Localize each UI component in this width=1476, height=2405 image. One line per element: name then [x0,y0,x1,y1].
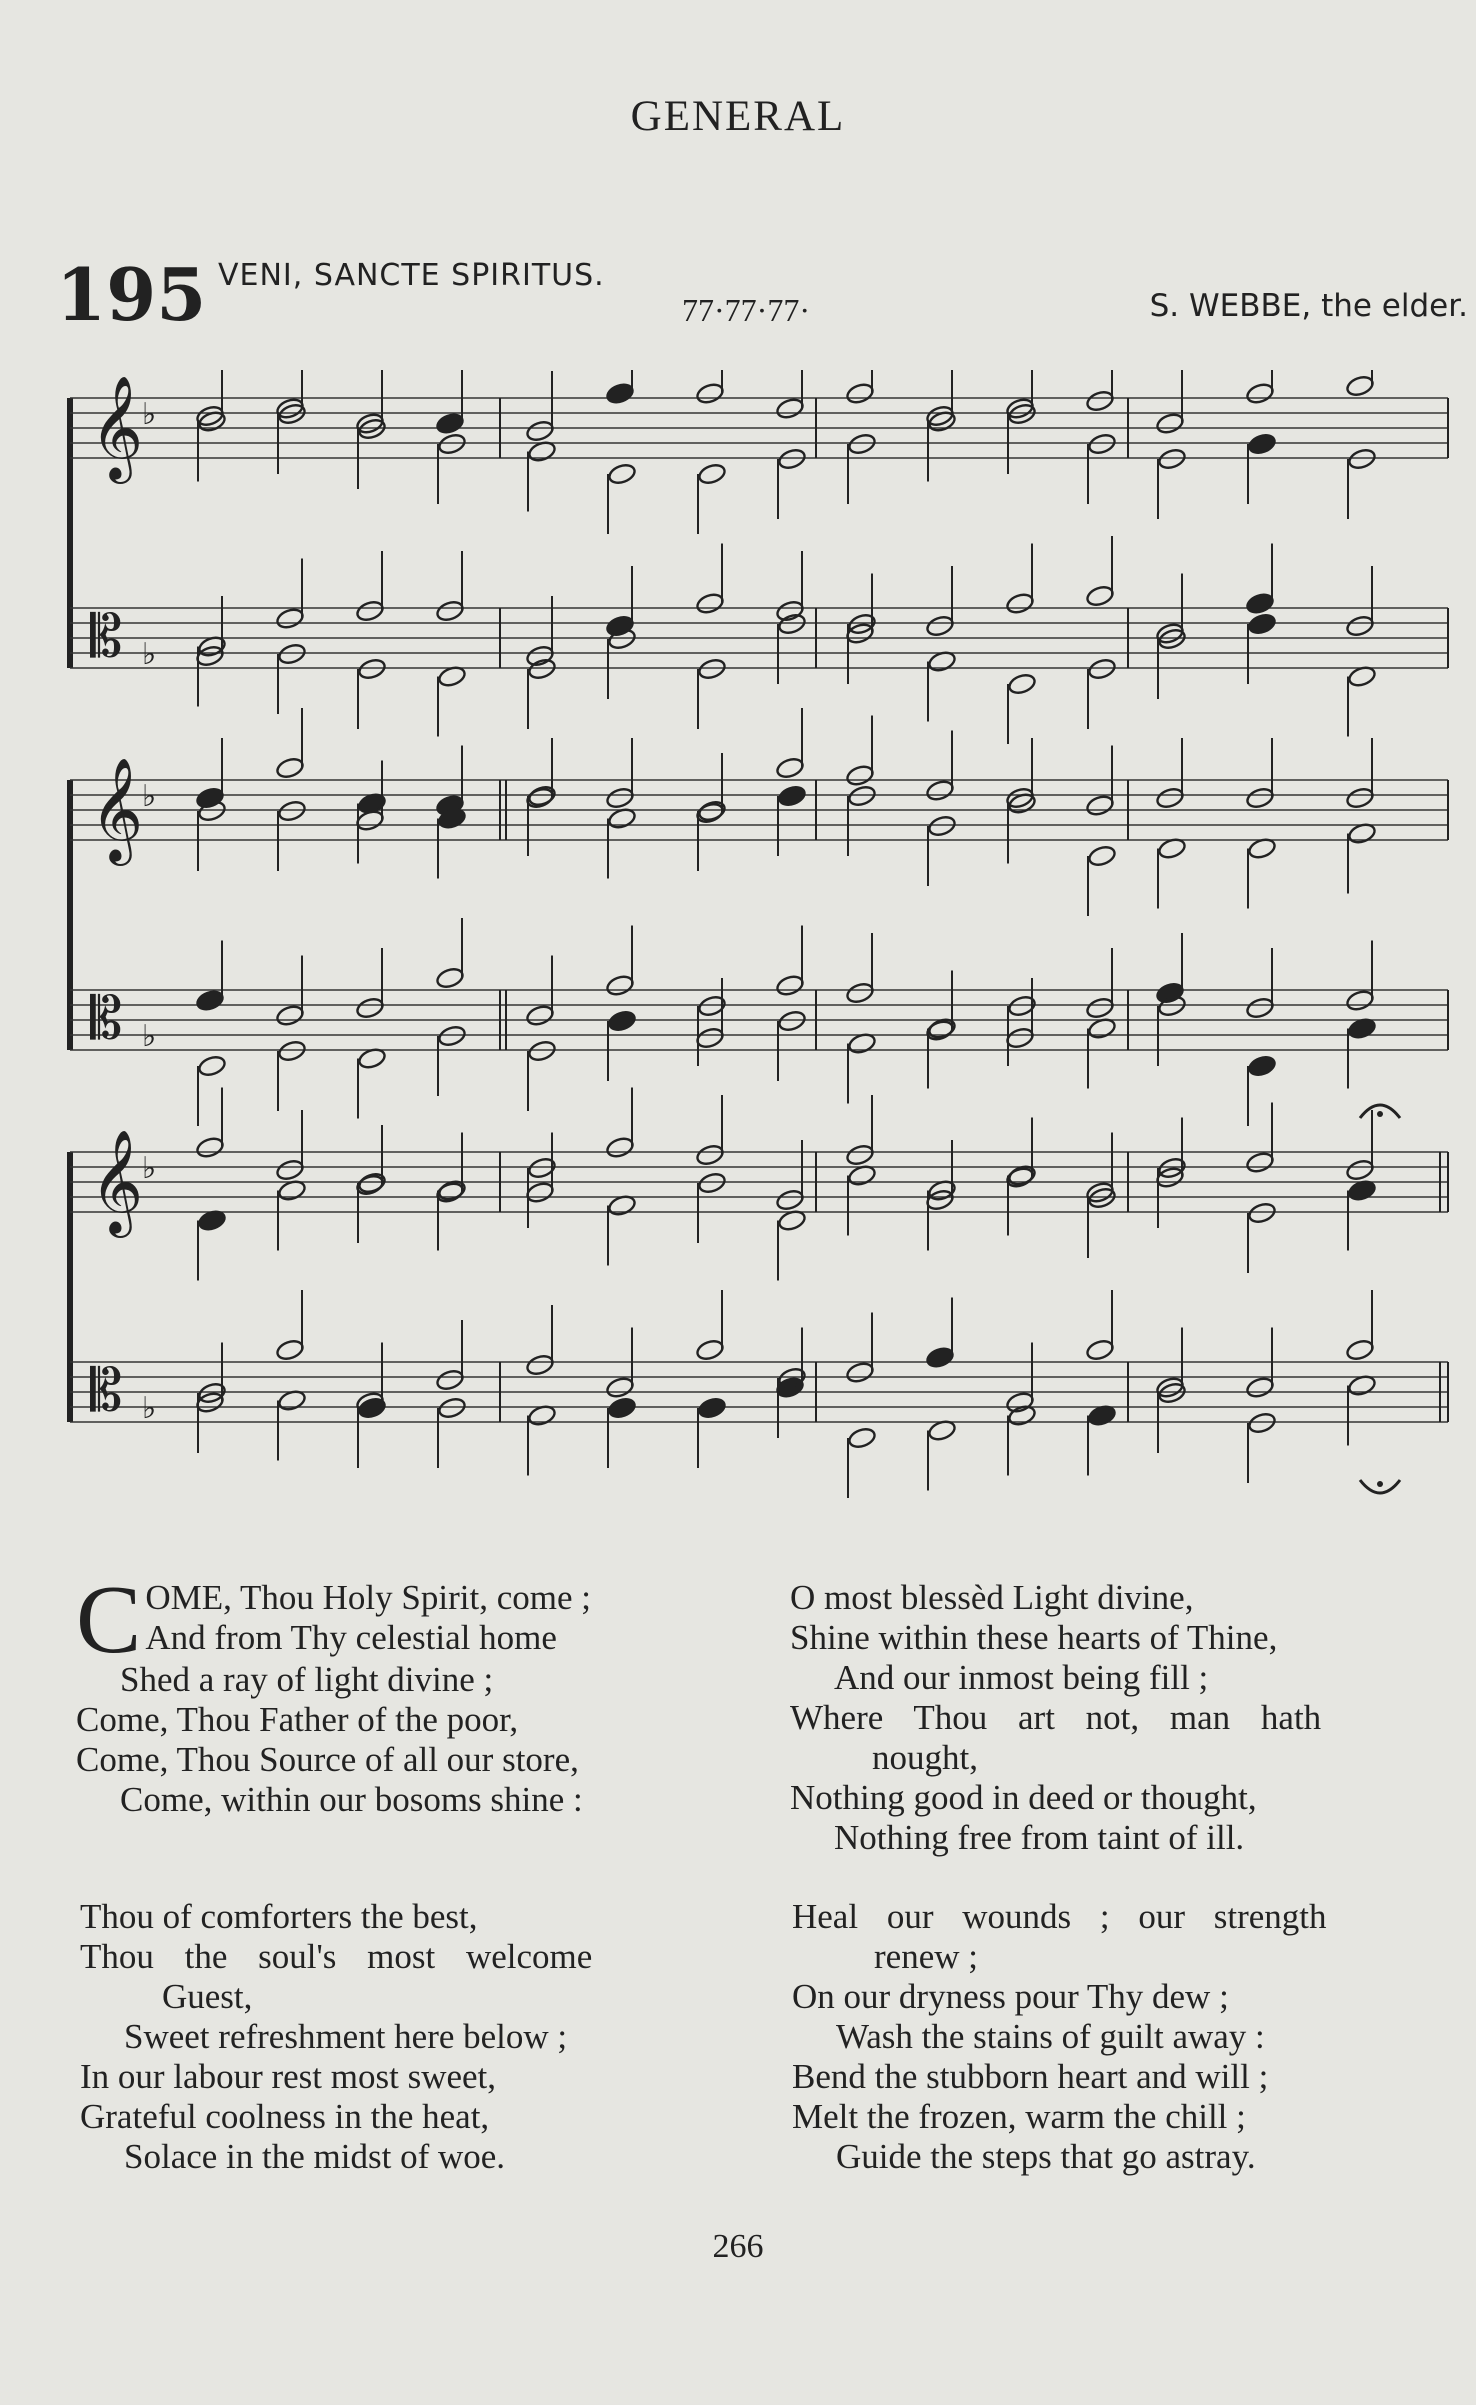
note-head [845,1143,875,1167]
note-head [695,592,725,616]
note-head [277,799,307,823]
note-head [525,1353,555,1377]
note-head [1245,996,1275,1020]
note-head [355,996,385,1020]
key-signature-flat-icon: ♭ [142,1391,157,1426]
note-head [775,397,805,421]
tenor-clef-icon: 𝄡 [90,602,123,670]
verse-line: Solace in the midst of woe. [124,2137,506,2176]
note-head [277,642,307,666]
verse-line: And from Thy celestial home [145,1618,557,1657]
note-head [525,644,555,668]
note-head [777,447,807,471]
verse-line: In our labour rest most sweet, [80,2057,497,2096]
hymn-number: 195 [56,252,207,337]
note-head [607,1009,637,1033]
note-head [197,1054,227,1078]
note-head [1245,1376,1275,1400]
note-head [605,614,635,638]
verse-line: And our inmost being fill ; [834,1658,1209,1697]
note-head [275,1158,305,1182]
treble-clef-icon: 𝄞 [90,375,144,480]
verse-line: Thou the soul's most welcome [80,1937,593,1976]
note-head [695,1338,725,1362]
note-head [695,382,725,406]
note-head [1345,374,1375,398]
note-head [925,779,955,803]
verse-line: O most blessèd Light divine, [790,1578,1194,1617]
note-head [437,1024,467,1048]
fermata-dot [1377,1111,1383,1117]
note-head [1155,981,1185,1005]
verse-line: Guest, [162,1977,253,2016]
note-head [1085,389,1115,413]
note-head [1245,1151,1275,1175]
note-head [1155,786,1185,810]
note-head [1245,592,1275,616]
note-head [1245,382,1275,406]
note-head [275,607,305,631]
note-head [925,614,955,638]
note-head [605,1136,635,1160]
verse-line: Sweet refreshment here below ; [124,2017,568,2056]
note-head [605,974,635,998]
verse-line: Come, Thou Source of all our store, [76,1740,579,1779]
note-head [1247,1054,1277,1078]
note-head [1157,447,1187,471]
verse-2 [790,1578,1321,1858]
note-head [275,1338,305,1362]
note-head [355,599,385,623]
note-head [847,784,877,808]
note-head [777,784,807,808]
note-head [695,1143,725,1167]
note-head [435,599,465,623]
verse-line: Thou of comforters the best, [80,1897,478,1936]
note-head [697,1396,727,1420]
verse-line: Heal our wounds ; our strength [792,1897,1327,1936]
note-head [525,1004,555,1028]
note-head [1005,1026,1035,1050]
note-head [697,462,727,486]
note-head [527,657,557,681]
note-head [605,382,635,406]
note-head [437,1396,467,1420]
treble-clef-icon: 𝄞 [90,1129,144,1234]
note-head [775,756,805,780]
key-signature-flat-icon: ♭ [142,397,157,432]
note-head [1087,432,1117,456]
verse-line: nought, [872,1738,978,1777]
fermata-dot [1377,1481,1383,1487]
note-head [435,966,465,990]
note-head [1245,786,1275,810]
verse-4 [792,1897,1327,2177]
verse-line: Wash the stains of guilt away : [836,2017,1265,2056]
note-head [1085,584,1115,608]
note-head [437,432,467,456]
note-head [277,1039,307,1063]
note-head [525,419,555,443]
note-head [775,974,805,998]
music-score [60,370,1460,1500]
note-head [195,989,225,1013]
note-head [435,1368,465,1392]
verse-line: Guide the steps that go astray. [836,2137,1256,2176]
note-head [845,981,875,1005]
verse-line: Melt the frozen, warm the chill ; [792,2097,1246,2136]
hymn-meter: 77·77·77· [682,292,810,328]
note-head [847,1426,877,1450]
note-head [1005,1391,1035,1415]
note-head [1247,432,1277,456]
treble-clef-icon: 𝄞 [90,757,144,862]
key-signature-flat-icon: ♭ [142,637,157,672]
note-head [1247,1201,1277,1225]
note-head [845,382,875,406]
verse-line: Grateful coolness in the heat, [80,2097,490,2136]
note-head [1345,1338,1375,1362]
note-head [775,1188,805,1212]
verse-3 [80,1897,592,2177]
verse-line: Come, Thou Father of the poor, [76,1700,519,1739]
note-head [1005,592,1035,616]
key-signature-flat-icon: ♭ [142,1151,157,1186]
note-head [775,599,805,623]
composer-credit: S. WEBBE, the elder. [1149,288,1468,324]
tenor-clef-icon: 𝄡 [90,984,123,1052]
tenor-clef-icon: 𝄡 [90,1356,123,1424]
page-number: 266 [712,2228,764,2265]
verse-line: Nothing good in deed or thought, [790,1778,1257,1817]
note-head [605,1376,635,1400]
verse-line: Shine within these hearts of Thine, [790,1618,1278,1657]
note-head [605,786,635,810]
note-head [1085,794,1115,818]
key-signature-flat-icon: ♭ [142,779,157,814]
note-head [845,1361,875,1385]
note-head [1345,989,1375,1013]
note-head [847,432,877,456]
note-head [1007,672,1037,696]
note-head [275,756,305,780]
note-head [925,1346,955,1370]
note-head [1085,996,1115,1020]
note-head [1087,657,1117,681]
verse-line: Bend the stubborn heart and will ; [792,2057,1269,2096]
note-head [927,814,957,838]
verse-line: Where Thou art not, man hath [790,1698,1322,1737]
note-head [607,1396,637,1420]
note-head [275,1004,305,1028]
verse-line: On our dryness pour Thy dew ; [792,1977,1229,2016]
verse-line: Shed a ray of light divine ; [120,1660,494,1699]
note-head [777,612,807,636]
note-head [1247,612,1277,636]
note-head [1347,447,1377,471]
verse-line: OME, Thou Holy Spirit, come ; [145,1578,591,1617]
note-head [1345,614,1375,638]
tune-name: VENI, SANCTE SPIRITUS. [218,258,605,293]
note-head [607,462,637,486]
note-head [695,1026,725,1050]
note-head [1155,412,1185,436]
note-head [697,1171,727,1195]
note-head [1087,844,1117,868]
note-head [845,764,875,788]
note-head [1345,786,1375,810]
note-head [357,657,387,681]
note-head [195,786,225,810]
page-header: GENERAL [630,93,846,140]
note-head [1247,1411,1277,1435]
note-head [697,657,727,681]
note-head [527,1039,557,1063]
note-head [1085,1338,1115,1362]
verse-line: Nothing free from taint of ill. [834,1818,1245,1857]
note-head [525,1181,555,1205]
note-head [435,412,465,436]
verse-line: Come, within our bosoms shine : [120,1780,583,1819]
verse-1 [76,1566,591,1820]
key-signature-flat-icon: ♭ [142,1019,157,1054]
note-head [1345,1158,1375,1182]
verse-line: renew ; [874,1937,978,1976]
note-head [195,1136,225,1160]
verse-dropcap: C [76,1566,142,1674]
note-head [777,1009,807,1033]
